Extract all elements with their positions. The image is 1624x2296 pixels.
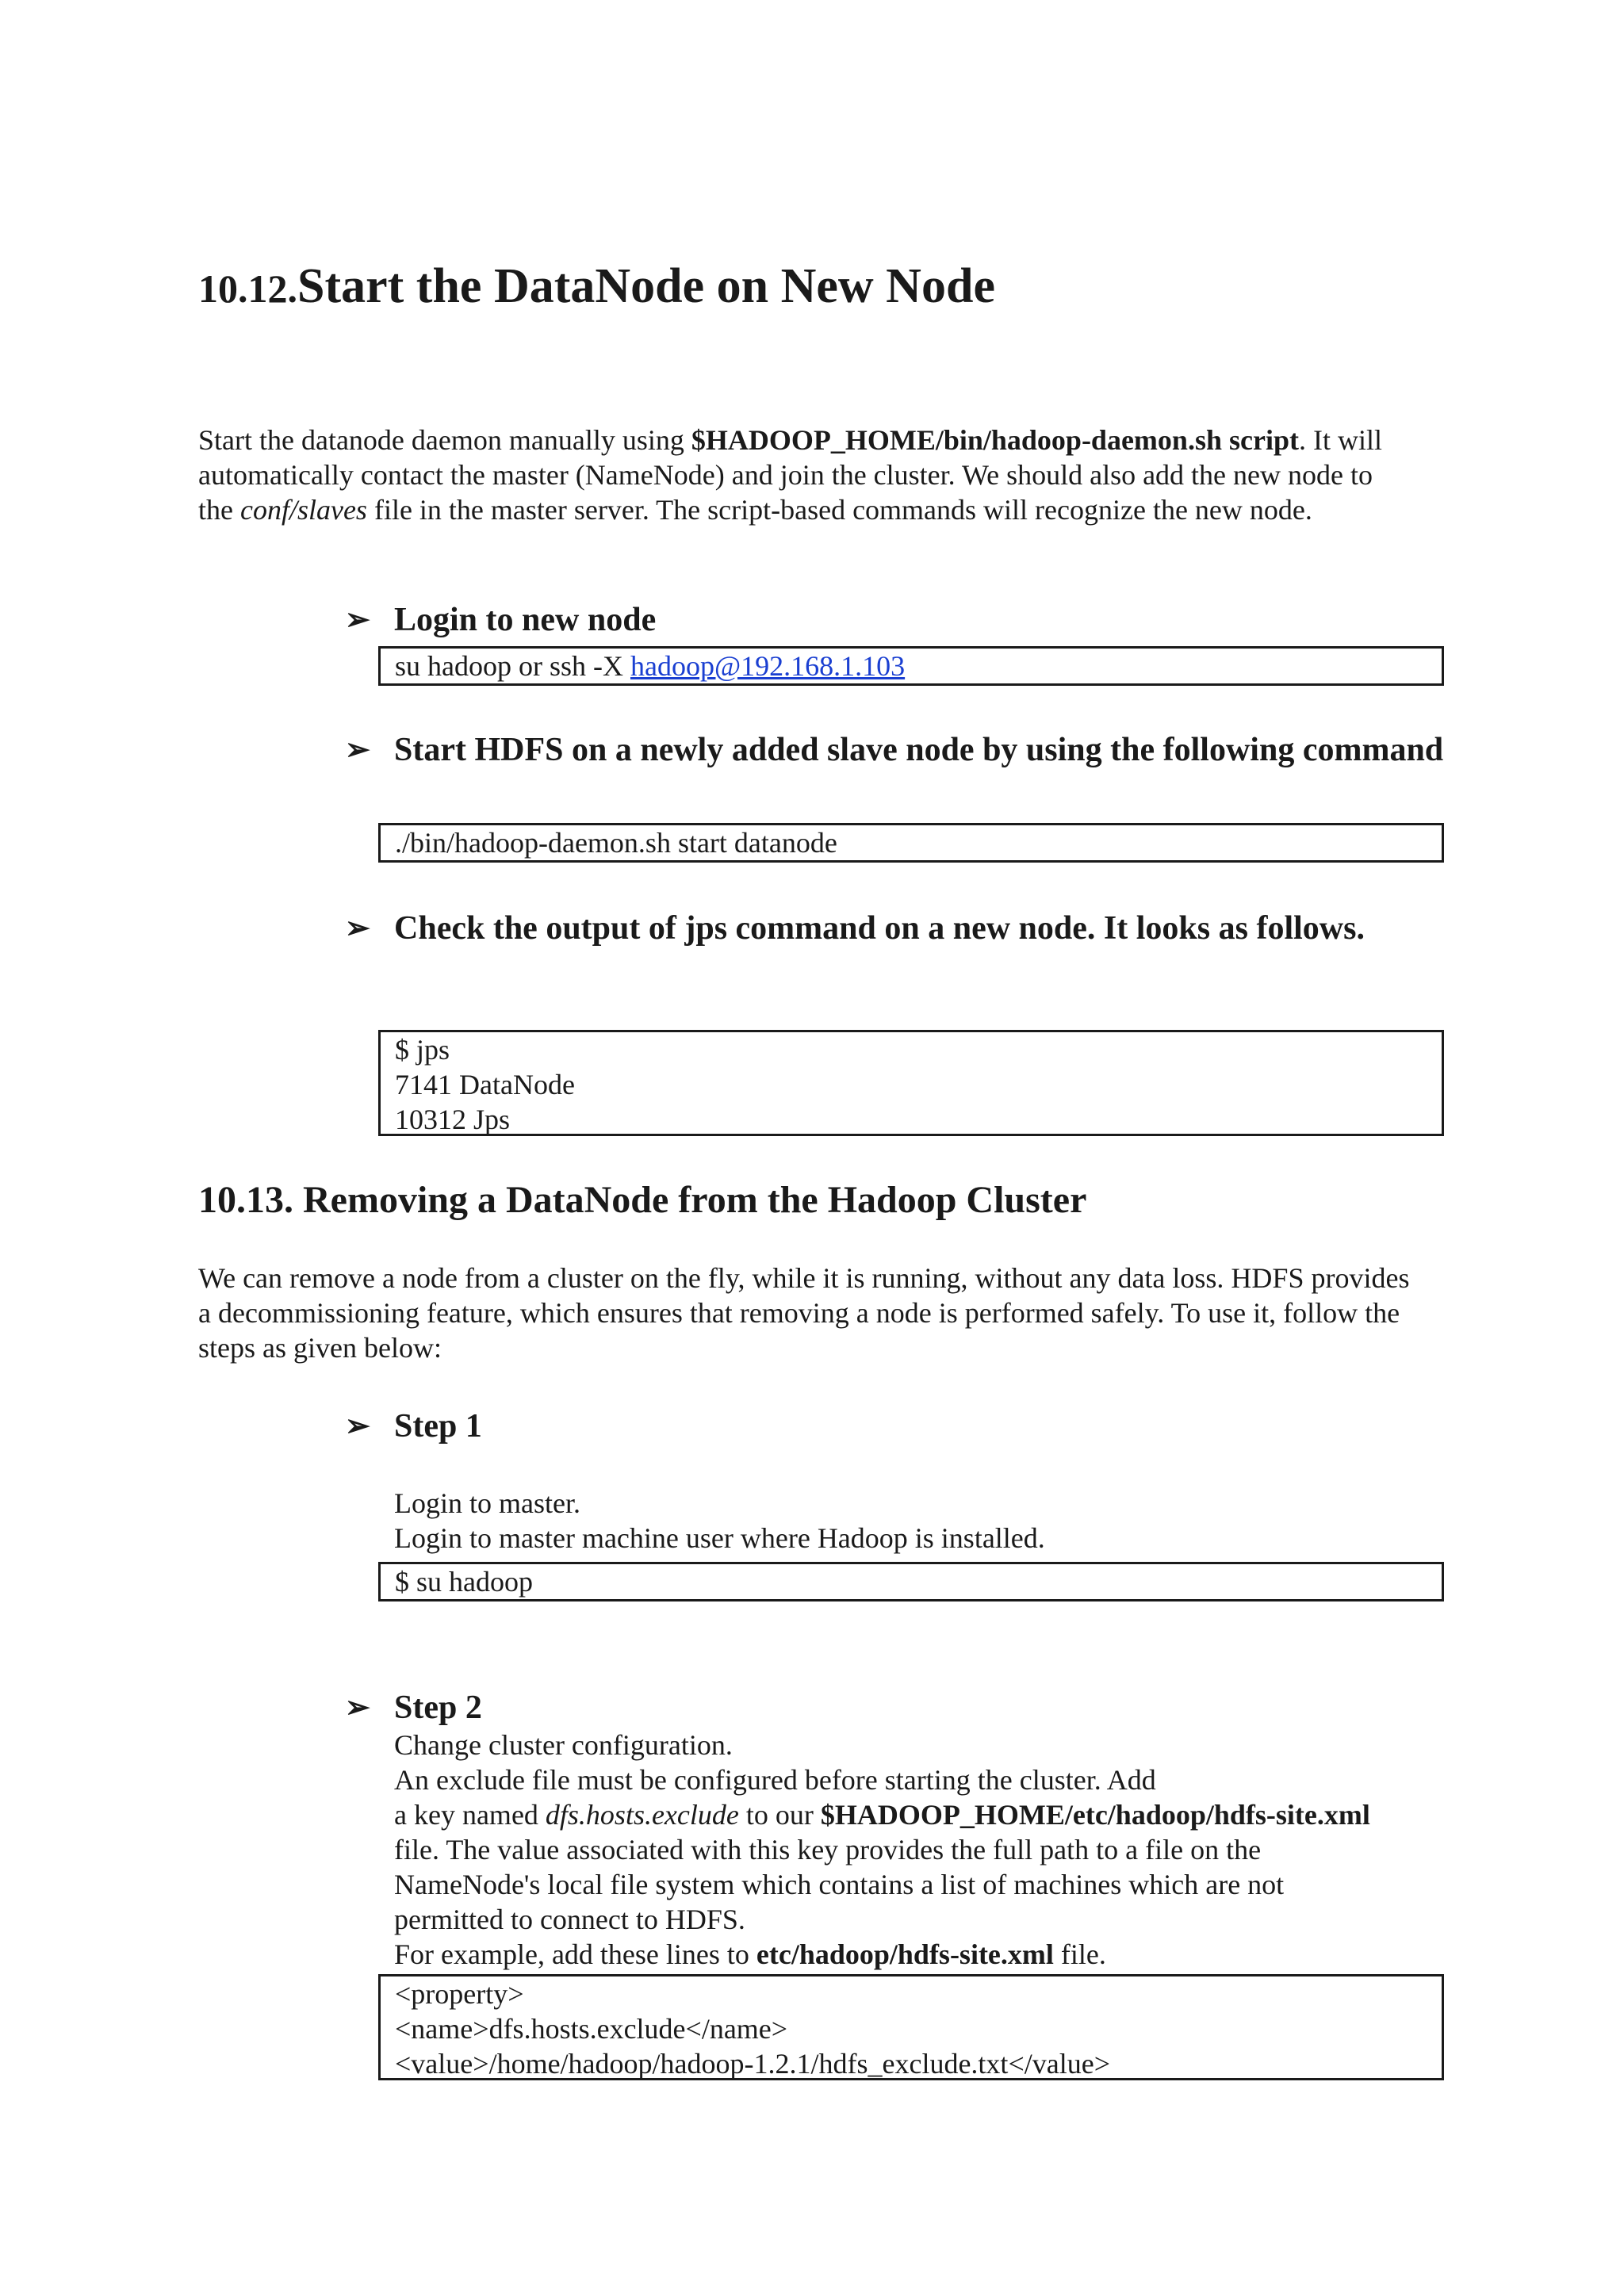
intro-slaves-file: conf/slaves <box>239 494 367 526</box>
code-box-start-datanode <box>378 823 1444 863</box>
arrow-bullet-icon: ➢ <box>345 733 370 767</box>
bullet-label: Step 1 <box>394 1408 482 1445</box>
code-box-login <box>378 646 1444 686</box>
step2-site-xml-path: $HADOOP_HOME/etc/hadoop/hdfs-site.xml <box>820 1799 1370 1831</box>
code-box-su-hadoop <box>378 1562 1444 1601</box>
step2-line: Change cluster configuration. <box>394 1729 733 1761</box>
code-line: 10312 Jps <box>395 1104 511 1135</box>
arrow-bullet-icon: ➢ <box>345 912 370 945</box>
bullet-label: Check the output of jps command on a new node. It looks as follows. <box>394 910 1365 947</box>
removal-intro-paragraph: We can remove a node from a cluster on the fly, while it is running, without any data loss. HDFS provides a decommissioning feature, which ensures that removing a node is performed safely. To use it, follow the steps as given below: <box>198 1262 1410 1364</box>
step1-line: Login to master. <box>394 1487 580 1519</box>
section-title: Start the DataNode on New Node <box>297 259 995 313</box>
step2-text-part: For example, add these lines to <box>394 1938 756 1970</box>
code-line: $ jps <box>395 1034 450 1066</box>
arrow-bullet-icon: ➢ <box>345 603 370 637</box>
step2-line: An exclude file must be configured before starting the cluster. Add <box>394 1764 1156 1796</box>
code-box-property <box>378 1974 1444 2080</box>
arrow-bullet-icon: ➢ <box>345 1410 370 1443</box>
intro-script-path: $HADOOP_HOME/bin/hadoop-daemon.sh script <box>691 424 1299 456</box>
step1-text <box>394 1486 1457 1556</box>
step2-exclude-key: dfs.hosts.exclude <box>545 1799 739 1831</box>
bullet-step-1 <box>345 1403 821 1449</box>
intro-text-3: file in the master server. The script-based commands will recognize the new node. <box>366 494 1312 526</box>
step2-line <box>394 1797 1457 1832</box>
intro-text-1: Start the datanode daemon manually using <box>198 424 691 456</box>
step2-line: permitted to connect to HDFS. <box>394 1904 745 1935</box>
bullet-label: Start HDFS on a newly added slave node by using the following command <box>394 732 1444 768</box>
step2-line <box>394 1937 1457 1972</box>
step2-text-part: to our <box>738 1799 821 1831</box>
bullet-start-hdfs <box>345 727 1455 773</box>
step2-site-xml-file: etc/hadoop/hdfs-site.xml <box>756 1938 1054 1970</box>
ssh-address-link[interactable]: hadoop@192.168.1.103 <box>630 650 906 682</box>
step2-text <box>394 1728 1457 1972</box>
bullet-label: Login to new node <box>394 602 657 638</box>
intro-paragraph <box>198 423 1411 527</box>
arrow-bullet-icon: ➢ <box>345 1691 370 1724</box>
step2-text-part: file. <box>1053 1938 1106 1970</box>
step1-line: Login to master machine user where Hadoop is installed. <box>394 1522 1045 1554</box>
bullet-login-new-node <box>345 597 1455 643</box>
step2-line: NameNode's local file system which contains a list of machines which are not <box>394 1869 1285 1900</box>
code-text: $ su hadoop <box>395 1566 533 1598</box>
section-heading-10-12 <box>198 259 995 313</box>
code-line: <property> <box>395 1978 524 2010</box>
code-box-jps-output <box>378 1030 1444 1136</box>
code-text: ./bin/hadoop-daemon.sh start datanode <box>395 827 837 859</box>
section-title: Removing a DataNode from the Hadoop Cluster <box>303 1179 1087 1221</box>
code-line: <name>dfs.hosts.exclude</name> <box>395 2013 788 2045</box>
code-text: su hadoop or ssh -X <box>395 650 630 682</box>
code-line: 7141 DataNode <box>395 1069 575 1100</box>
bullet-check-jps <box>345 905 1495 951</box>
bullet-step-2 <box>345 1685 821 1731</box>
step2-line: file. The value associated with this key provides the full path to a file on the <box>394 1834 1262 1866</box>
code-line: <value>/home/hadoop/hadoop-1.2.1/hdfs_exclude.txt</value> <box>395 2048 1111 2080</box>
bullet-label: Step 2 <box>394 1689 482 1726</box>
step2-text-part: a key named <box>394 1799 546 1831</box>
section-number: 10.13. <box>198 1179 293 1221</box>
section-heading-10-13 <box>198 1181 1086 1219</box>
intro-text-2: . It will automatically contact the master (NameNode) and join the cluster. We should also add the new node to the <box>198 424 1382 526</box>
section-number: 10.12. <box>198 266 297 311</box>
